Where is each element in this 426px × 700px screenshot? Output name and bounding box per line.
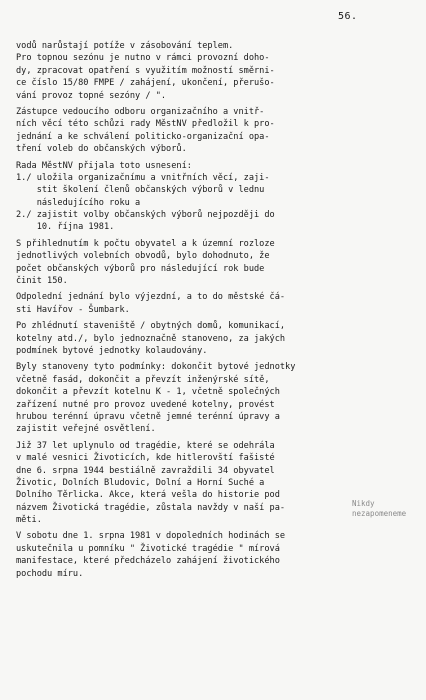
text-line: hrubou terénní úpravu včetně jemné terénní úpravy a	[16, 411, 280, 422]
text-line: Dolního Těrlicka. Akce, která vešla do historie pod	[16, 490, 280, 501]
paragraph	[16, 440, 334, 527]
text-line: počet občanských výborů pro následující rok bude	[16, 263, 265, 274]
text-line: 10. října 1981.	[16, 222, 115, 233]
text-line: názvem Životická tragédie, zůstala navždy v naší pa-	[16, 502, 286, 513]
page-number: 56.	[338, 11, 358, 22]
margin-note	[352, 499, 406, 519]
text-line: následujícího roku a	[16, 197, 141, 208]
text-line: měti.	[16, 515, 42, 526]
text-line: S přihlednutím k počtu obyvatel a k územní rozloze	[16, 238, 275, 249]
text-line: 2./ zajistit volby občanských výborů nejpozději do	[16, 210, 275, 221]
paragraph	[16, 238, 334, 288]
text-line: dy, zpracovat opatření s využitím možností směrni-	[16, 65, 275, 76]
text-line: Již 37 let uplynulo od tragédie, které se odehrála	[16, 440, 275, 451]
text-line: tření voleb do občanských výborů.	[16, 144, 187, 155]
document-body	[16, 40, 334, 584]
text-line: činit 150.	[16, 276, 68, 287]
text-line: 1./ uložila organizačnímu a vnitřních věcí, zaji-	[16, 172, 270, 183]
paragraph	[16, 320, 334, 357]
text-line: jednotlivých volebních obvodů, bylo dohodnuto, že	[16, 251, 270, 262]
text-line: vání provoz topné sezóny / ".	[16, 90, 167, 101]
text-line: v malé vesnici Životicích, kde hitlerovští fašisté	[16, 453, 275, 464]
text-line: Po zhlédnutí staveniště / obytných domů, komunikací,	[16, 321, 286, 332]
text-line: pochodu míru.	[16, 568, 84, 579]
paragraph	[16, 361, 334, 435]
text-line: Odpolední jednání bylo výjezdní, a to do městské čá-	[16, 292, 286, 303]
text-line: Zástupce vedoucího odboru organizačního a vnitř-	[16, 106, 265, 117]
text-line: Rada MěstNV přijala toto usnesení:	[16, 160, 192, 171]
text-line: zajistit veřejné osvětlení.	[16, 424, 156, 435]
paragraph	[16, 40, 334, 102]
text-line: podmínek bytové jednotky kolaudovány.	[16, 345, 208, 356]
text-line: dokončit a převzít kotelnu K - 1, včetně společných	[16, 387, 280, 398]
text-line: jednání a ke schválení politicko-organizační opa-	[16, 131, 270, 142]
paragraph	[16, 160, 334, 234]
text-line: sti Havířov - Šumbark.	[16, 304, 130, 315]
margin-note-line: nezapomeneme	[352, 509, 407, 518]
text-line: vodů narůstají potíže v zásobování teplem.	[16, 41, 234, 51]
text-line: dne 6. srpna 1944 bestiálně zavraždili 34 obyvatel	[16, 465, 275, 476]
paragraph	[16, 530, 334, 580]
text-line: V sobotu dne 1. srpna 1981 v dopoledních hodinách se	[16, 531, 286, 542]
paragraph	[16, 291, 334, 316]
text-line: ních věcí této schůzi rady MěstNV předložil k pro-	[16, 119, 275, 130]
text-line: Byly stanoveny tyto podmínky: dokončit bytové jednotky	[16, 362, 296, 373]
margin-note-line: Nikdy	[352, 499, 375, 508]
text-line: Životic, Dolních Bludovic, Dolní a Horní Suché a	[16, 477, 265, 488]
text-line: zařízení nutné pro provoz uvedené kotelny, provést	[16, 399, 275, 410]
text-line: manifestace, které předcházelo zahájení životického	[16, 556, 280, 567]
text-line: včetně fasád, dokončit a převzít inženýrské sítě,	[16, 374, 270, 385]
paragraph	[16, 106, 334, 156]
text-line: kotelny atd./, bylo jednoznačně stanoveno, za jakých	[16, 333, 286, 344]
text-line: ce číslo 15/80 FMPE / zahájení, ukončení, přerušo-	[16, 78, 275, 89]
text-line: uskutečnila u pomníku " Životické tragédie " mírová	[16, 543, 280, 554]
text-line: stit školení členů občanských výborů v lednu	[16, 185, 265, 196]
text-line: Pro topnou sezónu je nutno v rámci provozní doho-	[16, 53, 270, 64]
